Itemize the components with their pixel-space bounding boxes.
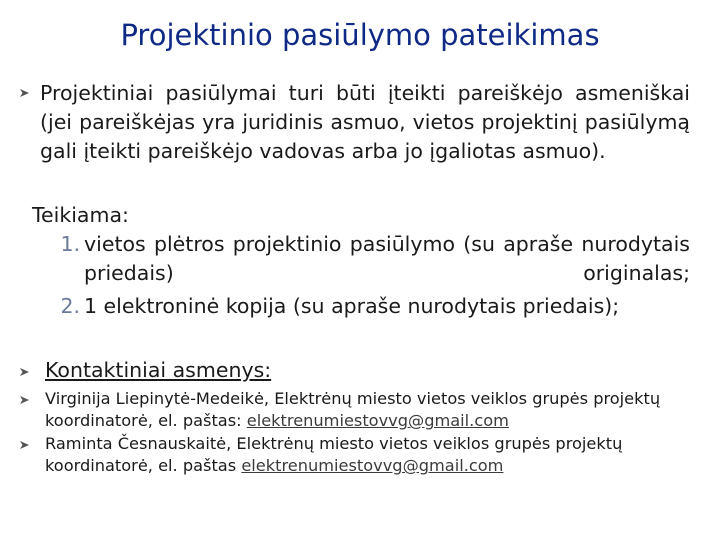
email-link[interactable]: elektrenumiestovvg@gmail.com	[246, 411, 509, 430]
arrow-bullet-icon	[20, 368, 29, 376]
arrow-bullet-icon	[20, 396, 29, 404]
contact-person	[45, 388, 685, 432]
list-item	[46, 292, 690, 321]
arrow-bullet-icon	[20, 89, 29, 97]
arrow-bullet-icon	[20, 441, 29, 449]
list-item	[46, 230, 690, 288]
page-title: Projektinio pasiūlymo pateikimas	[120, 18, 600, 52]
list-number: 1.	[60, 232, 80, 256]
list-number: 2.	[60, 294, 80, 318]
email-link[interactable]: elektrenumiestovvg@gmail.com	[241, 456, 504, 475]
intro-paragraph: Projektiniai pasiūlymai turi būti įteikti pareiškėjo asmeniškai (jei pareiškėjas yra juridinis asmuo, vietos projektinį pasiūlymą gali įteikti pareiškėjo vadovas arba jo įgaliotas asmuo).	[40, 81, 690, 163]
list-text: vietos plėtros projektinio pasiūlymo (su apraše nurodytais priedais) originalas;	[84, 232, 690, 285]
teikiama-label: Teikiama:	[32, 203, 129, 227]
contacts-heading: Kontaktiniai asmenys:	[45, 358, 272, 382]
contact-person	[45, 433, 685, 477]
contact-text: Virginija Liepinytė-Medeikė, Elektrėnų miesto vietos veiklos grupės projektų koordinatorė, el. paštas:	[45, 389, 661, 430]
list-text: 1 elektroninė kopija (su apraše nurodytais priedais);	[84, 294, 620, 318]
contact-text: Raminta Česnauskaitė, Elektrėnų miesto vietos veiklos grupės projektų koordinatorė, el. paštas	[45, 434, 623, 475]
